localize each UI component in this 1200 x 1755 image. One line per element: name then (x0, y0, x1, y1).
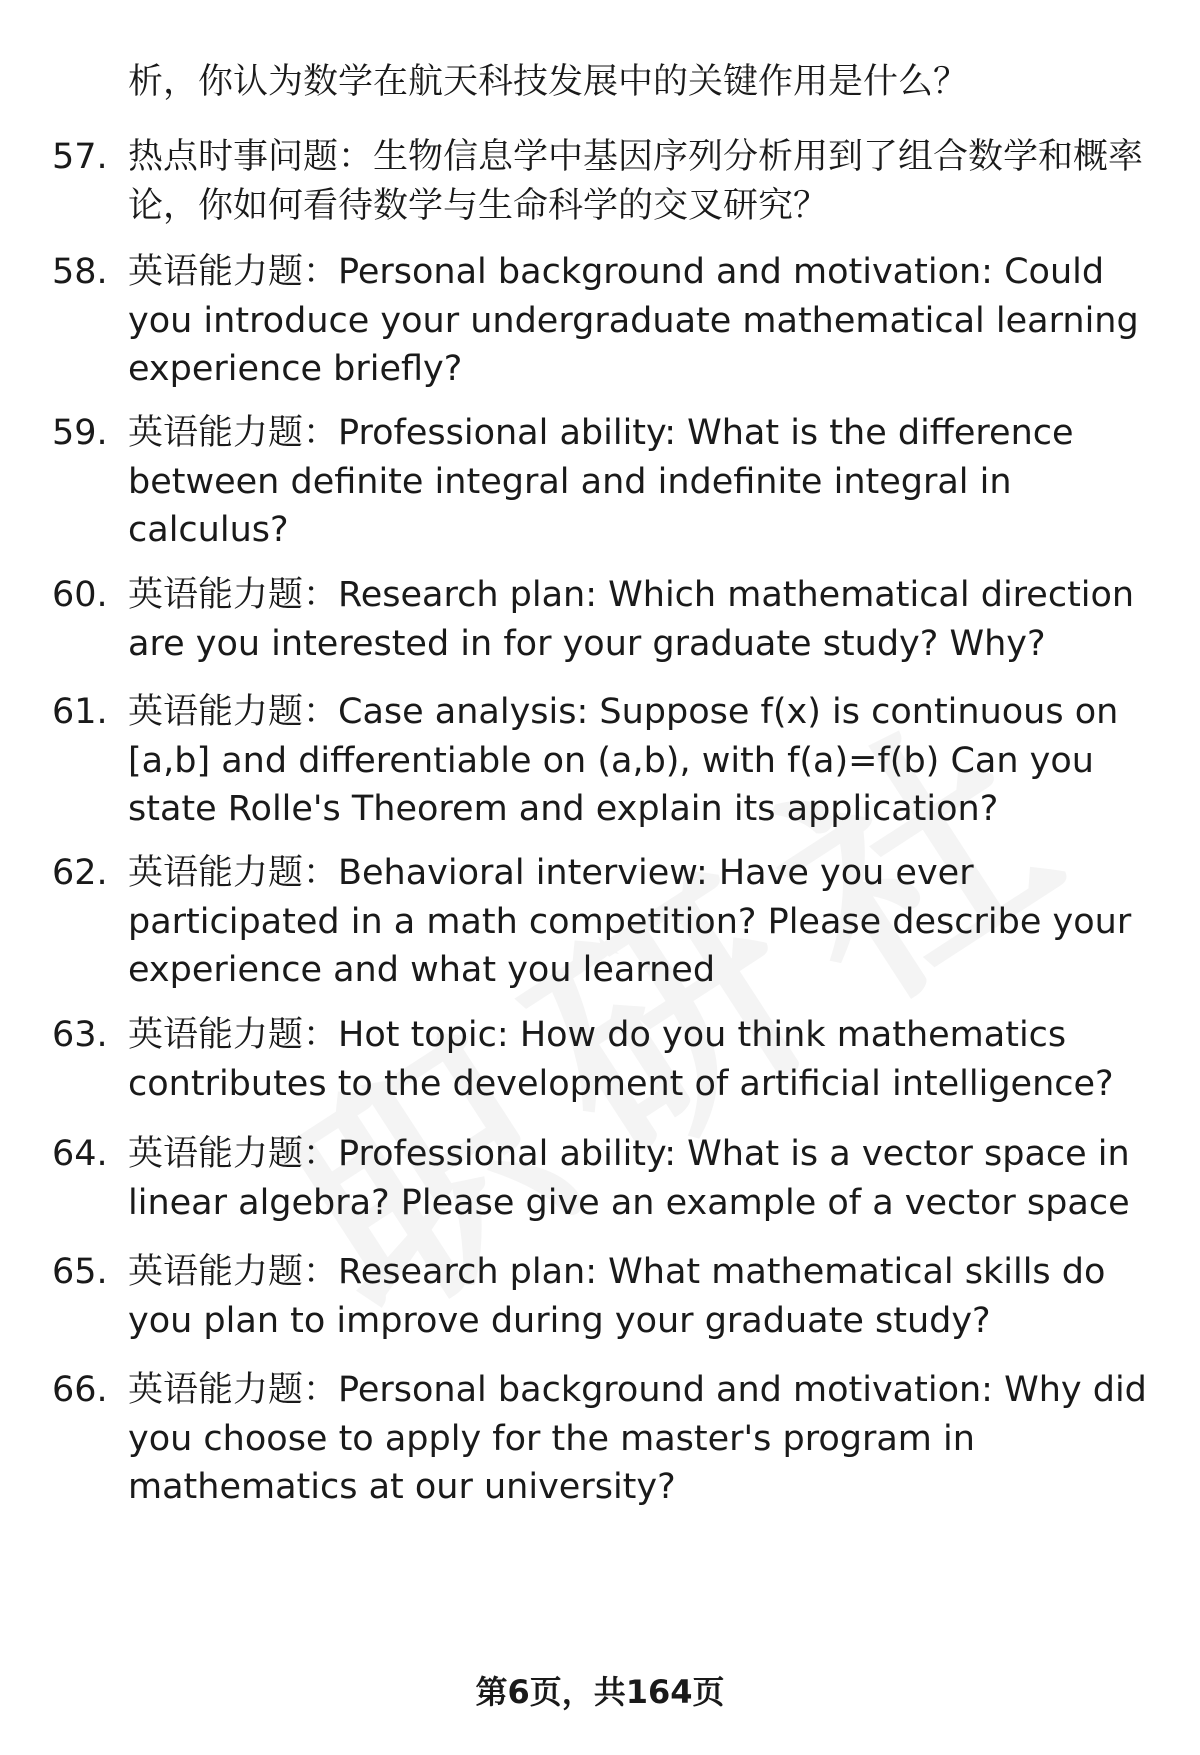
question-text: 英语能力题：Personal background and motivation: Could you introduce your undergraduate mathematical learning experience briefly? (128, 252, 1139, 389)
question-number: 58. (52, 252, 108, 292)
question-text: 英语能力题：Professional ability: What is the difference between definite integral and indefinite integral in calculus? (128, 413, 1074, 550)
question-number: 64. (52, 1134, 108, 1174)
page-footer: 第6页，共164页 (475, 1673, 725, 1711)
question-number: 57. (52, 137, 108, 177)
question-number: 66. (52, 1370, 108, 1410)
question-text: 英语能力题：Research plan: What mathematical skills do you plan to improve during your graduate study? (128, 1252, 1106, 1341)
question-text: 英语能力题：Personal background and motivation: Why did you choose to apply for the master's program in mathematics at our university? (128, 1370, 1147, 1507)
question-text: 英语能力题：Research plan: Which mathematical direction are you interested in for your graduate study? Why? (128, 575, 1135, 664)
question-text: 英语能力题：Professional ability: What is a vector space in linear algebra? Please give an example of a vector space (128, 1134, 1130, 1223)
question-number: 60. (52, 575, 108, 615)
question-text: 英语能力题：Hot topic: How do you think mathematics contributes to the development of artificial intelligence? (128, 1015, 1114, 1104)
question-text: 英语能力题：Case analysis: Suppose f(x) is continuous on [a,b] and differentiable on (a,b), with f(a)=f(b) Can you state Rolle's Theorem and explain its application? (128, 692, 1119, 829)
continued-question-text: 析，你认为数学在航天科技发展中的关键作用是什么？ (128, 62, 969, 102)
question-number: 63. (52, 1015, 108, 1055)
question-number: 65. (52, 1252, 108, 1292)
question-number: 59. (52, 413, 108, 453)
question-text: 热点时事问题：生物信息学中基因序列分析用到了组合数学和概率论，你如何看待数学与生命科学的交叉研究？ (128, 137, 1144, 226)
question-number: 62. (52, 853, 108, 893)
question-number: 61. (52, 692, 108, 732)
question-text: 英语能力题：Behavioral interview: Have you ever participated in a math competition? Please describe your experience and what you learned (128, 853, 1132, 990)
